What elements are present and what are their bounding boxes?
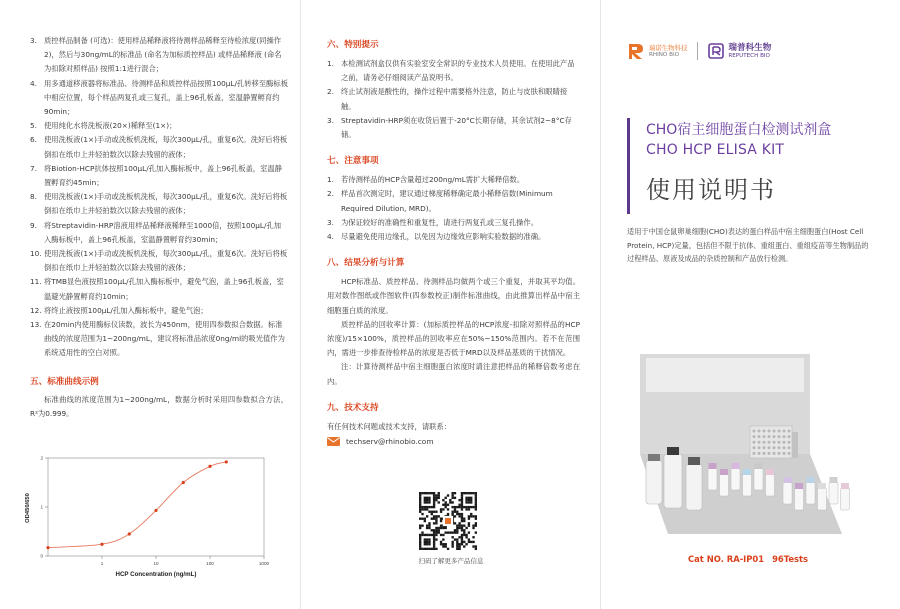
plate-well <box>768 430 771 433</box>
plate-well <box>788 446 791 449</box>
vial-cap <box>720 469 728 475</box>
bottle-cap <box>667 447 679 455</box>
procedure-step: 4. 用多通道移液器将标准品、待测样品和质控样品按照100μL/孔转移至酶标板中相应位置，每个样品两复孔或三复孔，盖上96孔板盖，室温静置孵育约90min； <box>30 78 288 117</box>
x-tick-label: 1 <box>100 561 104 566</box>
plate-well <box>778 452 781 455</box>
plate-well <box>768 446 771 449</box>
procedure-steps <box>30 34 288 361</box>
plate-well <box>778 430 781 433</box>
plate-well <box>788 430 791 433</box>
section5-text: 标准曲线的浓度范围为1~200ng/mL，数据分析时采用四参数拟合方法，R²为0.999。 <box>30 394 288 418</box>
procedure-step: 8. 使用洗板液(1×)手动或洗板机洗板，每次300μL/孔，重复6次。洗好后将板倒扣在纸巾上并轻拍数次以除去残留的液体； <box>30 192 288 216</box>
plate-well <box>758 441 761 444</box>
plate-well <box>763 446 766 449</box>
plate-well <box>783 452 786 455</box>
vial-cap <box>732 463 740 469</box>
title-accent-bar <box>627 118 630 214</box>
vial <box>783 482 792 504</box>
logo-divider <box>697 42 698 60</box>
reputech-cn: 瑞普科生物 <box>728 42 772 53</box>
section7-list <box>327 173 580 244</box>
bottle-cap <box>648 454 660 461</box>
vial <box>841 488 850 510</box>
bottle-cap <box>688 457 700 465</box>
plate-well <box>763 441 766 444</box>
plate-well <box>773 435 776 438</box>
procedure-step: 13. 在20min内使用酶标仪读数，波长为450nm，使用四参数拟合数据。标准曲线的浓度范围为1~200ng/mL，建议将标准品浓度0ng/ml的吸光值作为系统适用性的空白对照。 <box>30 320 285 358</box>
email-icon <box>327 437 340 446</box>
procedure-step: 7. 将Biotion-HCP抗体按照100μL/孔加入酶标板中，盖上96孔板盖，室温静置孵育约45min； <box>30 163 282 188</box>
vial <box>795 488 804 510</box>
x-tick-label: 10 <box>153 561 159 566</box>
section6-title: 六、特别提示 <box>327 40 379 50</box>
procedure-step: 10. 使用洗板液(1×)手动或洗板机洗板，每次300μL/孔，重复6次。洗好后将板倒扣在纸巾上并轻拍数次以除去残留的液体； <box>30 249 288 273</box>
data-point <box>100 543 103 546</box>
vial-cap <box>830 477 838 483</box>
vial-cap <box>755 463 763 469</box>
plate-well <box>768 435 771 438</box>
column-notes <box>300 0 600 609</box>
email-row <box>327 437 580 446</box>
section8-paragraph: 质控样品的回收率计算：(加标质控样品的HCP浓度-扣除对照样品的HCP浓度)/15×100%，质控样品的回收率应在50%~150%范围内。若不在范围内，需进一步排查待检样品的浓度是否低于MRD以及样品基质的干扰情况。 <box>327 319 580 358</box>
vial <box>829 482 838 504</box>
plate-well <box>783 435 786 438</box>
reputech-logo-icon <box>708 43 724 59</box>
plate-well <box>753 446 756 449</box>
plate-well <box>773 452 776 455</box>
plate-well <box>768 441 771 444</box>
vial <box>754 468 763 490</box>
x-axis-label: HCP Concentration (ng/mL) <box>115 571 197 578</box>
product-description: 适用于中国仓鼠卵巢细胞(CHO)表达的蛋白样品中宿主细胞蛋白(Host Cell Protein, HCP)定量，包括但不限于抗体、重组蛋白、重组疫苗等生物制品的过程样品、原液及成品的杂质控制和产品放行检测。 <box>627 227 869 264</box>
kit-illustration <box>632 350 872 536</box>
y-tick-label: 2 <box>40 455 43 461</box>
plate-well <box>778 446 781 449</box>
brand-logos <box>627 42 771 60</box>
y-axis-label: OD450/650 <box>25 493 31 523</box>
vial-cap <box>818 483 826 489</box>
plate-well <box>778 435 781 438</box>
product-title-cn: CHO宿主细胞蛋白检测试剂盒 <box>646 122 832 138</box>
plate-well <box>788 452 791 455</box>
plate-well <box>773 430 776 433</box>
caution-item: 3. 为保证较好的准确性和重复性，请进行两复孔或三复孔操作。 <box>327 217 539 227</box>
procedure-step: 12. 将终止液按照100μL/孔加入酶标板中，避免气泡； <box>30 305 208 315</box>
section8-paragraph: HCP标准品、质控样品、待测样品均做两个或三个重复，并取其平均值。用对数作图纸或作图软件(四参数校正)制作标准曲线，由此推算出样品中宿主细胞蛋白质的浓度。 <box>327 277 580 315</box>
caution-item: 4. 尽量避免使用边缘孔，以免因为边缘效应影响实验数据的准确。 <box>327 232 546 242</box>
plate-well <box>758 452 761 455</box>
x-tick-label: 100 <box>206 561 214 566</box>
vial-cap <box>709 463 717 469</box>
plate-well <box>753 435 756 438</box>
vial-cap <box>784 477 792 483</box>
reagent-bottle <box>686 464 702 510</box>
plate-well <box>783 430 786 433</box>
qr-caption: 扫码了解更多产品信息 <box>418 557 484 565</box>
plate-well <box>763 430 766 433</box>
rhino-bio-cn: 瑞诺生物科技 <box>649 43 688 52</box>
x-axis-ticks <box>101 556 270 566</box>
plate-well <box>783 441 786 444</box>
catalog-number: Cat NO. RA-IP01 <box>688 554 765 564</box>
vial <box>806 482 815 504</box>
plate-well <box>773 441 776 444</box>
vial <box>708 468 717 490</box>
data-point <box>46 546 49 549</box>
qr-code <box>419 492 477 550</box>
plate-well <box>788 441 791 444</box>
microplate <box>750 426 792 458</box>
procedure-step: 6. 使用洗板液(1×)手动或洗板机洗板，每次300μL/孔，重复6次。洗好后将板倒扣在纸巾上并轻拍数次以除去残留的液体； <box>30 135 288 159</box>
y-axis-ticks <box>40 456 48 559</box>
section5-title: 五、标准曲线示例 <box>30 376 99 387</box>
plate-well <box>763 435 766 438</box>
plate-well <box>758 446 761 449</box>
support-text: 有任何技术问题或技术支持，请联系： <box>327 421 452 431</box>
vial <box>743 474 752 496</box>
support-email-link[interactable]: techserv@rhinobio.com <box>346 436 434 446</box>
procedure-step: 11. 将TMB显色液按照100μL/孔加入酶标板中，避免气泡，盖上96孔板盖，室温避光静置孵育约10min； <box>30 277 284 301</box>
plate-well <box>758 430 761 433</box>
vial <box>720 474 729 496</box>
product-title-en: CHO HCP ELISA KIT <box>646 142 785 158</box>
plate-well <box>753 430 756 433</box>
rhino-bio-en: RHINO BIO <box>649 51 679 58</box>
caution-item: 1. 若待测样品的HCP含量超过200ng/mL需扩大稀释倍数。 <box>327 175 525 185</box>
notice-item: 1. 本检测试剂盒仅供有实验室安全常识的专业技术人员使用。在使用此产品之前，请务必仔细阅读产品说明书。 <box>327 59 575 83</box>
plate-well <box>753 441 756 444</box>
data-point <box>128 532 131 535</box>
plot-frame <box>48 458 264 556</box>
vial-cap <box>807 477 815 483</box>
standard-curve-chart <box>20 452 272 582</box>
reputech-en: REPUTECH BIO <box>728 52 770 59</box>
reagent-bottle <box>664 454 682 508</box>
y-tick-label: 1 <box>40 504 43 510</box>
plate-well <box>768 452 771 455</box>
vial-cap <box>795 483 803 489</box>
notice-item: 2. 终止试剂液是酸性的，操作过程中需要格外注意，防止与皮肤和眼睛接触。 <box>327 87 568 111</box>
plate-well <box>763 452 766 455</box>
vial <box>818 488 827 510</box>
reagent-bottle <box>646 460 662 504</box>
plate-well <box>753 452 756 455</box>
catalog-line <box>688 554 808 564</box>
procedure-step: 9. 将Streptavidin-HRP溶液用样品稀释液稀释至1000倍，按照100μL/孔加入酶标板中，盖上96孔板盖，室温静置孵育约30min； <box>30 220 282 244</box>
manual-subtitle: 使用说明书 <box>646 176 776 204</box>
section6-list <box>327 57 580 142</box>
data-point <box>208 465 211 468</box>
vial-cap <box>743 469 751 475</box>
vial-cap <box>766 469 774 475</box>
vial <box>731 468 740 490</box>
plate-well <box>758 435 761 438</box>
vial <box>766 474 775 496</box>
procedure-step: 5. 使用纯化水将洗板液(20×)稀释至(1×)； <box>30 121 177 131</box>
plate-well <box>778 441 781 444</box>
section8-paragraph: 注：计算待测样品中宿主细胞蛋白浓度时请注意把样品的稀释倍数考虑在内。 <box>327 362 580 386</box>
section8-title: 八、结果分析与计算 <box>327 258 405 269</box>
section7-title: 七、注意事项 <box>327 156 379 167</box>
plate-well <box>773 446 776 449</box>
plate-strip <box>792 432 798 458</box>
data-point <box>182 481 185 484</box>
plate-well <box>788 435 791 438</box>
x-tick-label: 1000 <box>258 561 270 566</box>
test-count: 96Tests <box>772 554 808 564</box>
caution-item: 2. 样品首次测定时，建议通过梯度稀释确定最小稀释倍数(Minimum Required Dilution, MRD)。 <box>327 189 553 213</box>
data-point <box>154 509 157 512</box>
kit-box-inner <box>646 358 804 392</box>
rhino-bio-logo-icon <box>627 42 645 60</box>
data-point <box>225 460 228 463</box>
notice-item: 3. Streptavidin-HRP须在收货后置于-20°C长期存储，其余试剂2~8°C存储。 <box>327 115 572 140</box>
procedure-step: 3. 质控样品制备 (可选)：使用样品稀释液将待测样品稀释至待检浓度(同操作2)，然后与30ng/mL的标准品 (命名为加标质控样品) 或样品稀释液 (命名为扣除对照样品) 按照1:1进行混合； <box>30 36 282 74</box>
plate-well <box>783 446 786 449</box>
y-tick-label: 0 <box>40 553 43 559</box>
section9-title: 九、技术支持 <box>327 402 379 413</box>
vial-cap <box>841 483 849 489</box>
